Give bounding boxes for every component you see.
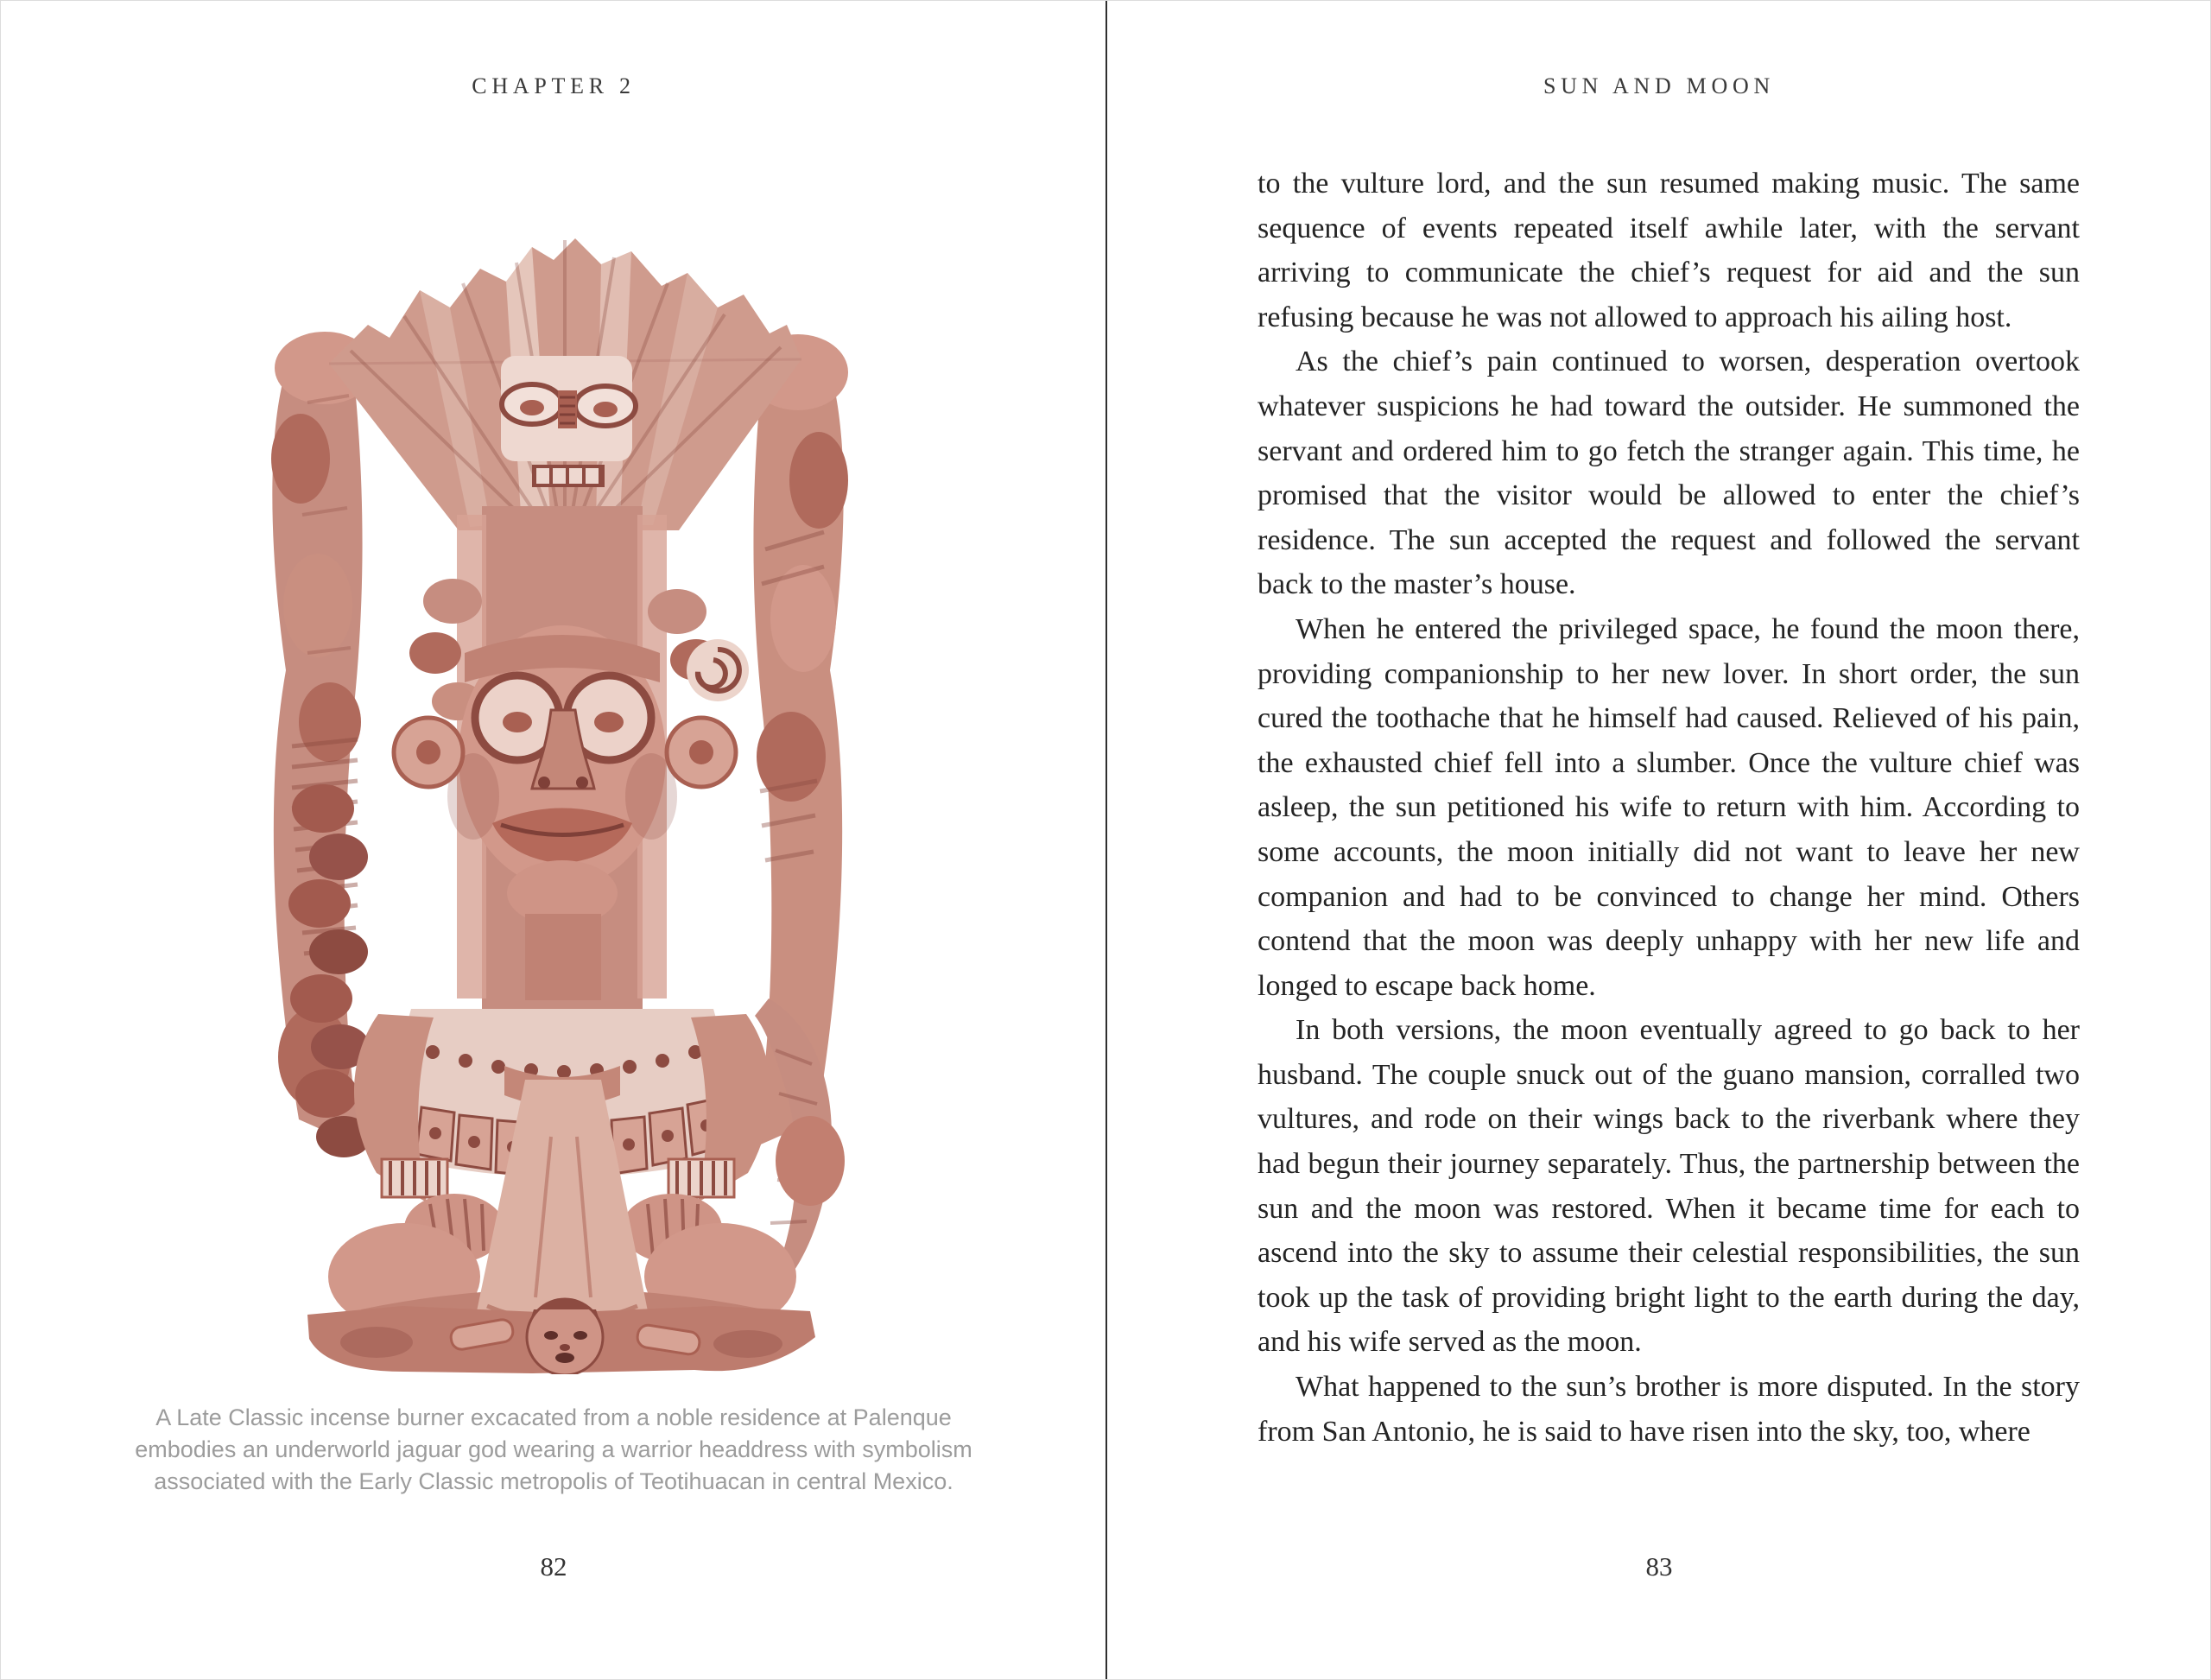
figure-caption [122, 1402, 985, 1498]
page-right [1106, 1, 2211, 1680]
caption-line: embodies an underworld jaguar god wearing a warrior headdress with symbolism [135, 1436, 972, 1462]
paragraph: As the chief’s pain continued to worsen, desperation overtook whatever suspicions he had toward the outsider. He summoned the servant and ordered him to go fetch the stranger again. This time, he promised that the visitor would be allowed to enter the chief’s residence. The sun accepted the request and followed the servant back to the master’s house. [1258, 346, 2080, 601]
running-head-right: SUN AND MOON [1543, 73, 1775, 98]
body-text-column [1258, 162, 2080, 1454]
running-head-left: CHAPTER 2 [472, 73, 636, 98]
caption-line: associated with the Early Classic metropolis of Teotihuacan in central Mexico. [154, 1468, 953, 1494]
page-left [1, 1, 1106, 1680]
paragraph: In both versions, the moon eventually agreed to go back to her husband. The couple snuck out of the guano mansion, corralled two vultures, and rode on their wings back to the riverbank where they had begun their journey separately. Thus, the partnership between the sun and the moon was restored. When it became time for each to ascend into the sky to assume their celestial responsibilities, the sun took up the task of providing bright light to the earth during the day, and his wife served as the moon. [1258, 1014, 2080, 1359]
right-frame-column [748, 334, 848, 1303]
paragraph: When he entered the privileged space, he found the moon there, providing companionship to her new lover. In short order, the sun cured the toothache that he himself had caused. Relieved of his pain, the exhausted chief fell into a slumber. Once the vulture chief was asleep, the sun petitioned his wife to return with him. According to some accounts, the moon initially did not want to leave her new companion and had to be convinced to change her mind. Others contend that the moon was deeply unhappy with her new life and longed to escape back home. [1258, 612, 2080, 1002]
incense-burner-illustration [247, 187, 869, 1374]
neck [525, 914, 601, 1000]
paragraph: to the vulture lord, and the sun resumed making music. The same sequence of events repeated itself awhile later, with the servant arriving to communicate the chief’s request for aid and the sun refusing because he was not allowed to approach his ailing host. [1258, 168, 2080, 333]
left-frame-column [271, 332, 375, 1147]
page-number-right: 83 [1645, 1551, 1673, 1582]
incense-burner-photo [247, 187, 869, 1374]
pedestal-base [307, 1298, 815, 1374]
page-number-left: 82 [540, 1551, 567, 1582]
caption-line: A Late Classic incense burner excacated from a noble residence at Palenque [155, 1404, 952, 1430]
paragraph: What happened to the sun’s brother is more disputed. In the story from San Antonio, he is said to have risen into the sky, too, where [1258, 1371, 2080, 1448]
